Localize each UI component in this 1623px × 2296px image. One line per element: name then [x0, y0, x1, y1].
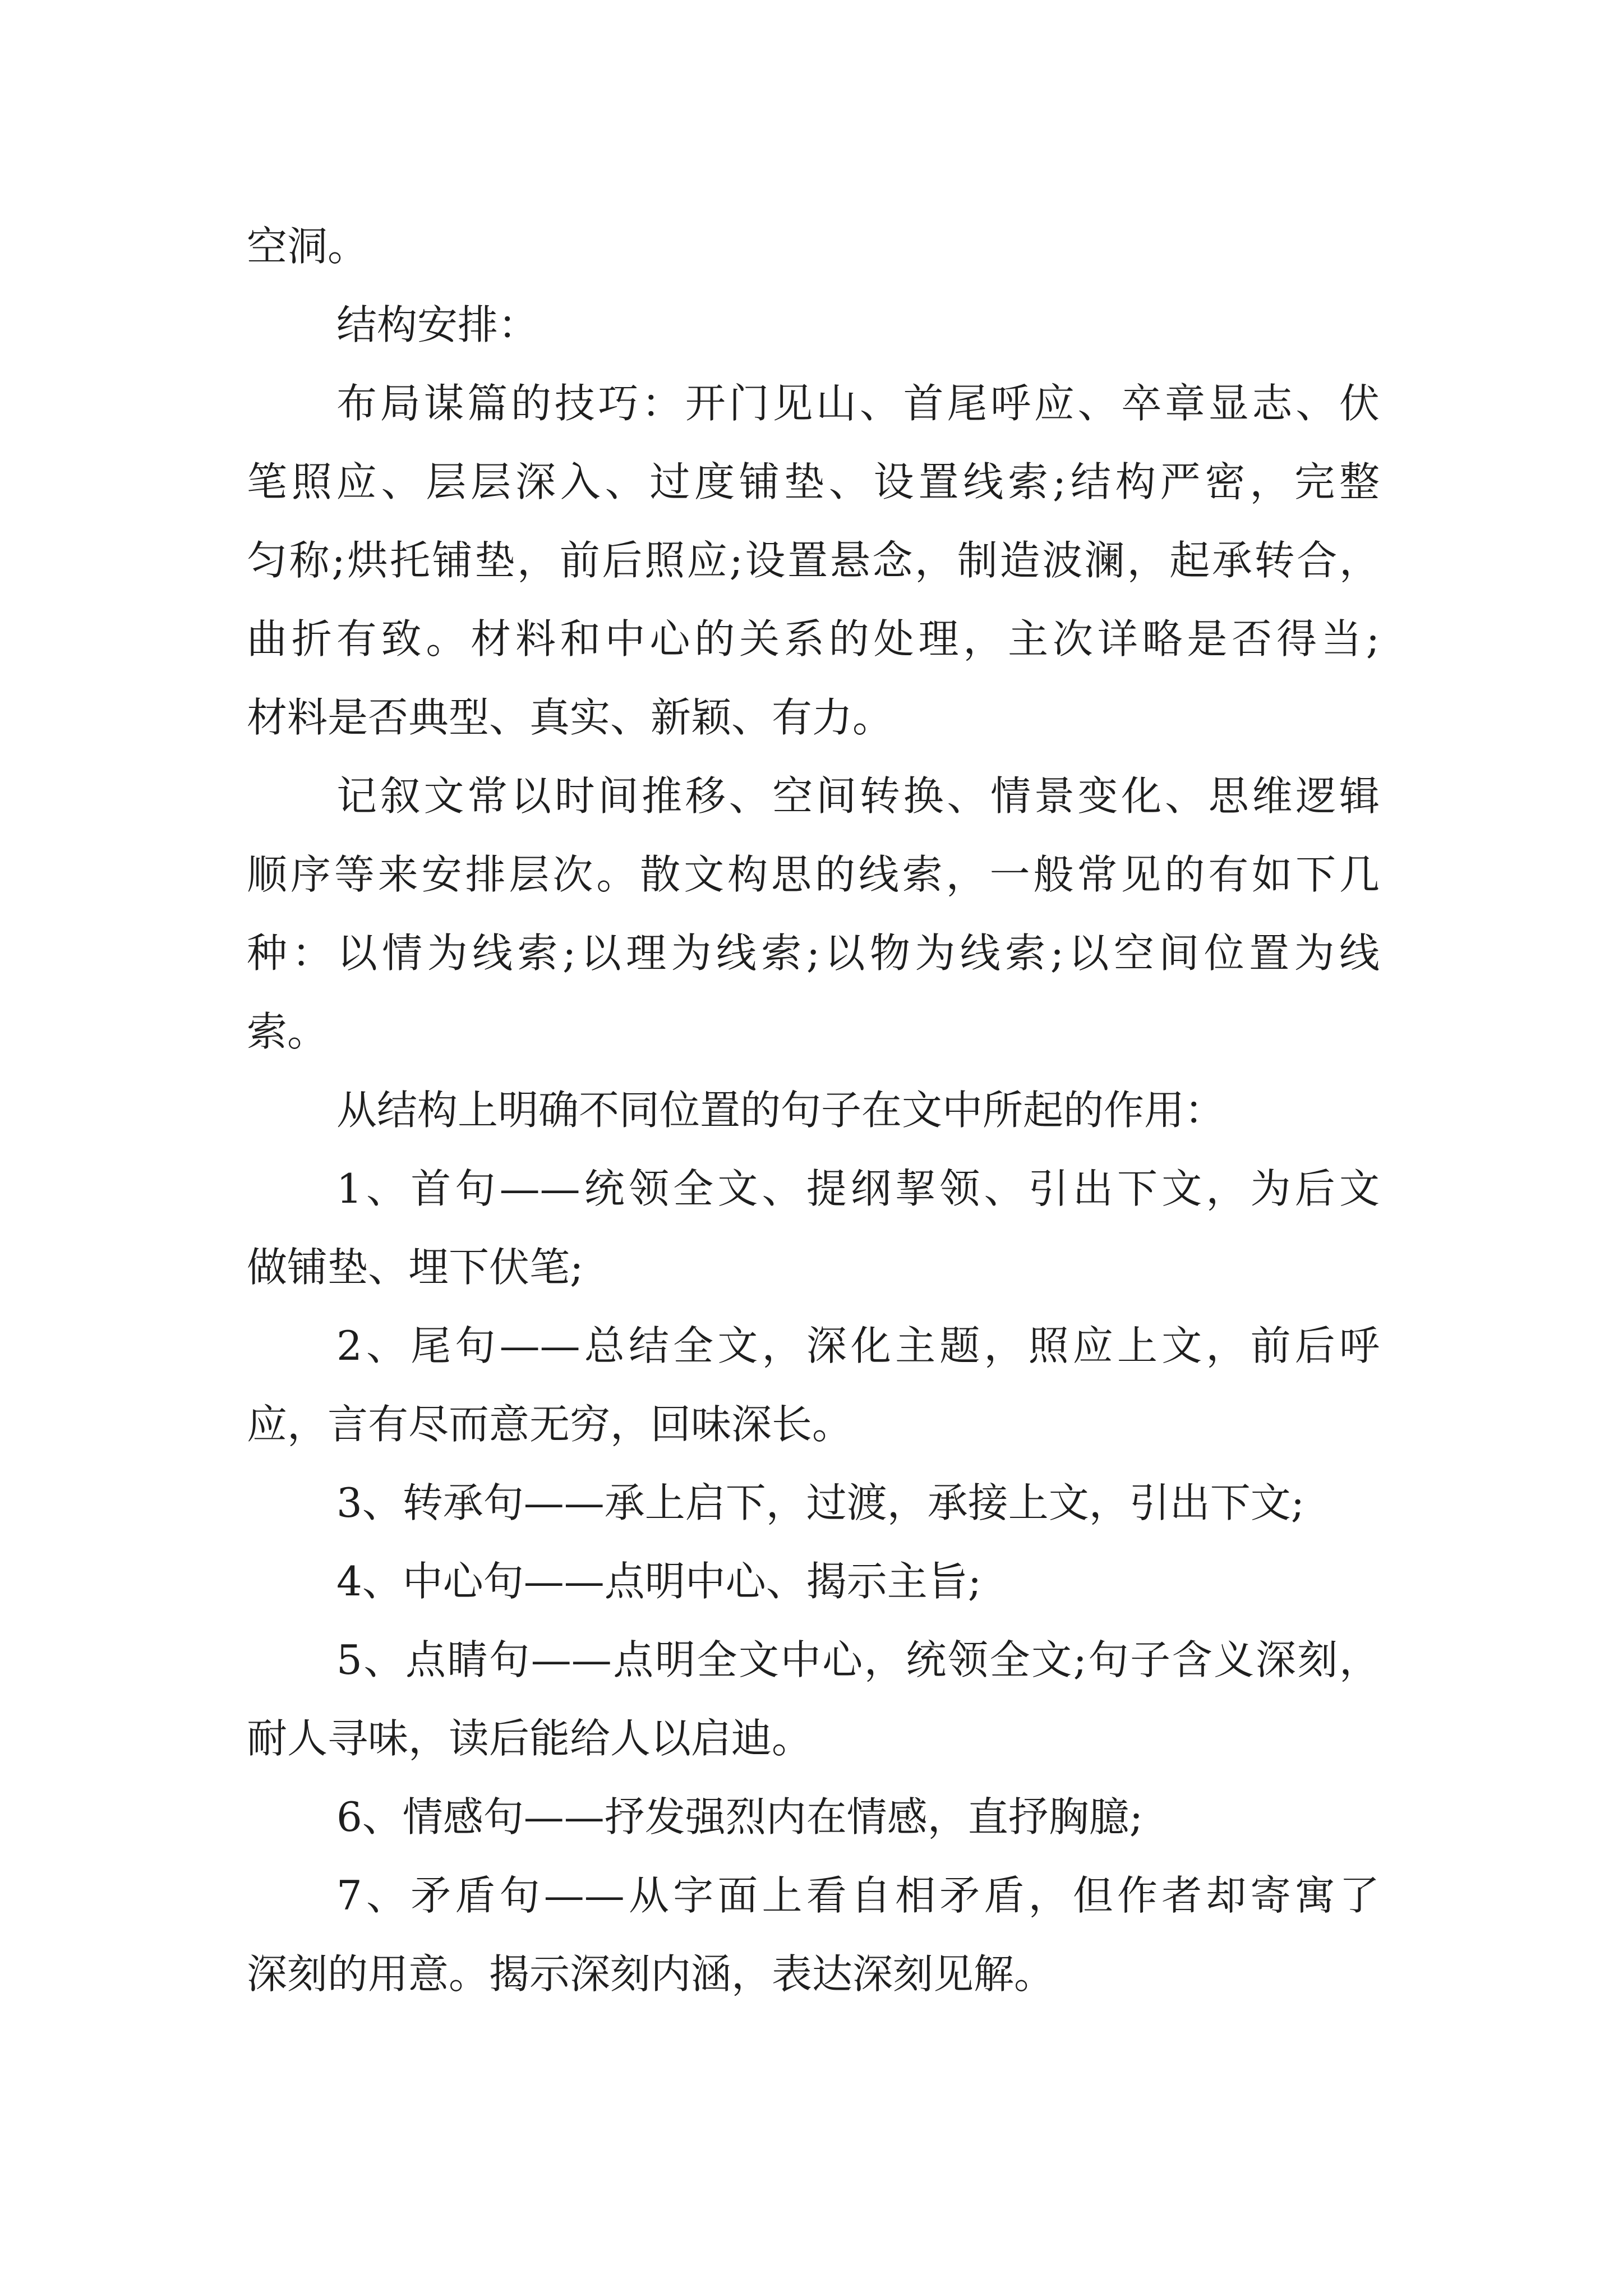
text-line: 从结构上明确不同位置的句子在文中所起的作用： [336, 1087, 1225, 1134]
text-line: 布局谋篇的技巧：开门见山、首尾呼应、卒章显志、伏 [336, 380, 1380, 427]
list-item-continuation: 做铺垫、埋下伏笔; [247, 1244, 584, 1291]
list-item: 7、矛盾句——从字面上看自相矛盾，但作者却寄寓了 [336, 1872, 1380, 1919]
section-heading: 结构安排： [336, 301, 539, 348]
list-item-continuation: 耐人寻味，读后能给人以启迪。 [247, 1715, 813, 1762]
list-item: 1、首句——统领全文、提纲挈领、引出下文，为后文 [336, 1165, 1380, 1212]
list-item: 3、转承句——承上启下，过渡，承接上文，引出下文; [336, 1479, 1305, 1526]
text-line: 记叙文常以时间推移、空间转换、情景变化、思维逻辑 [336, 772, 1380, 820]
text-line: 匀称;烘托铺垫，前后照应;设置悬念，制造波澜，起承转合， [247, 537, 1380, 584]
text-line: 曲折有致。材料和中心的关系的处理，主次详略是否得当; [247, 615, 1380, 662]
list-item: 5、点睛句——点明全文中心，统领全文;句子含义深刻， [336, 1636, 1380, 1683]
text-line: 材料是否典型、真实、新颖、有力。 [247, 694, 893, 741]
text-line: 顺序等来安排层次。散文构思的线索，一般常见的有如下几 [247, 851, 1380, 898]
list-item-continuation: 深刻的用意。揭示深刻内涵，表达深刻见解。 [247, 1950, 1055, 1998]
text-line: 笔照应、层层深入、过度铺垫、设置线索;结构严密，完整 [247, 458, 1380, 505]
list-item: 2、尾句——总结全文，深化主题，照应上文，前后呼 [336, 1322, 1380, 1369]
text-line: 索。 [247, 1008, 328, 1055]
list-item: 6、情感句——抒发强烈内在情感，直抒胸臆; [336, 1793, 1144, 1841]
list-item-continuation: 应，言有尽而意无穷，回味深长。 [247, 1401, 853, 1448]
list-item: 4、中心句——点明中心、揭示主旨; [336, 1558, 982, 1605]
text-line: 空洞。 [247, 223, 368, 270]
text-line: 种：以情为线索;以理为线索;以物为线索;以空间位置为线 [247, 930, 1380, 977]
